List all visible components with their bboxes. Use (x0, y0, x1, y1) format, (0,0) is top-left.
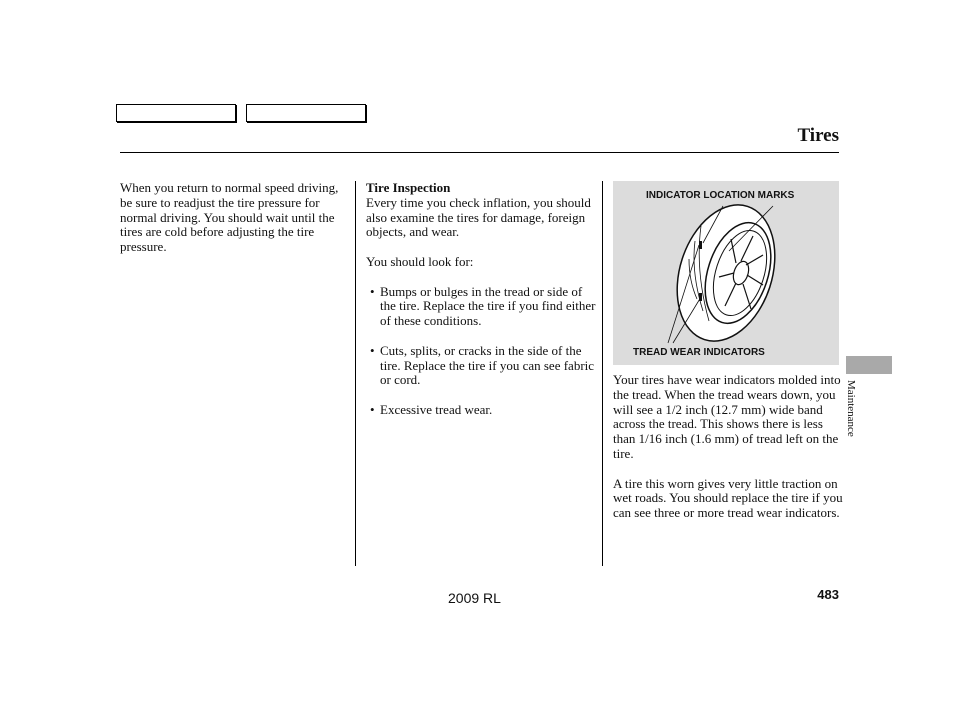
page-title: Tires (797, 125, 839, 146)
indicator-location-marks-label: INDICATOR LOCATION MARKS (646, 190, 795, 201)
tire-drawing (613, 181, 839, 365)
bullet-item: • Cuts, splits, or cracks in the side of the tire. Replace the tire if you can see fabric or cord. (366, 344, 596, 388)
footer-model: 2009 RL (448, 590, 501, 606)
bullet-item: • Excessive tread wear. (366, 403, 596, 418)
nav-button-2[interactable] (246, 104, 366, 122)
title-divider (120, 152, 839, 153)
readjust-pressure-paragraph: When you return to normal speed driving, be sure to readjust the tire pressure for normal driving. You should wait until the tires are cold before adjusting the tire pressure. (120, 180, 339, 255)
tire-illustration (613, 181, 839, 365)
section-side-label: Maintenance (845, 380, 857, 437)
page-number: 483 (817, 587, 839, 602)
nav-button-1[interactable] (116, 104, 236, 122)
column-3 (613, 373, 843, 536)
section-heading: Tire Inspection (366, 180, 451, 195)
column-divider-1 (355, 181, 356, 566)
wear-indicator-paragraph: Your tires have wear indicators molded into the tread. When the tread wears down, you will see a 1/2 inch (12.7 mm) wide band across the tread. This shows there is less than 1/16 inch (1.6 mm) of tread left on the tire. (613, 372, 841, 461)
column-1 (120, 181, 342, 270)
tread-wear-indicators-label: TREAD WEAR INDICATORS (633, 347, 765, 358)
replace-tire-paragraph: A tire this worn gives very little traction on wet roads. You should replace the tire if you can see three or more tread wear indicators. (613, 475, 843, 521)
column-divider-2 (602, 181, 603, 566)
column-2 (366, 181, 596, 433)
section-tab[interactable] (846, 356, 892, 374)
bullet-item: • Bumps or bulges in the tread or side of the tire. Replace the tire if you find either of these conditions. (366, 285, 596, 329)
inspection-intro: Every time you check inflation, you should also examine the tires for damage, foreign objects, and wear. (366, 194, 591, 240)
look-for-text: You should look for: (366, 253, 474, 269)
